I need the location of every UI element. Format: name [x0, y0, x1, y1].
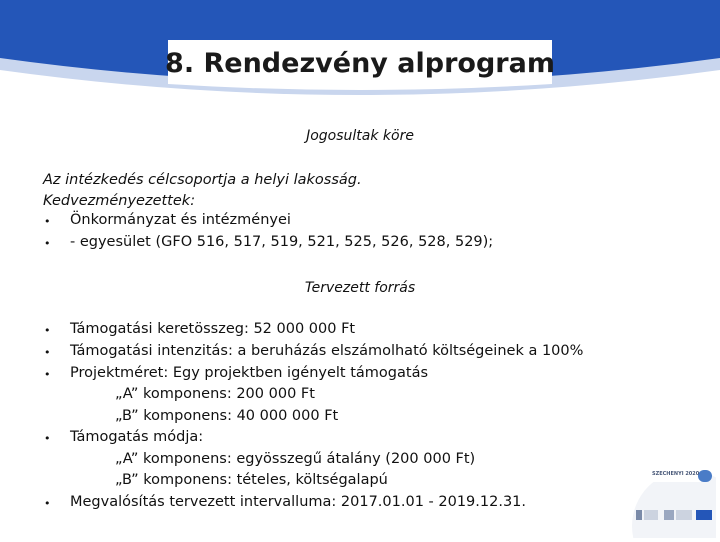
bullet: • [44, 237, 51, 250]
beneficiaries-label: Kedvezményezettek: [43, 193, 196, 209]
funding-item: Megvalósítás tervezett intervalluma: 2017.01.01 - 2019.12.31. [70, 494, 527, 510]
funding-subitem: „B” komponens: 40 000 000 Ft [115, 408, 339, 424]
section-heading-eligibility: Jogosultak köre [306, 128, 414, 144]
funding-item: Projektméret: Egy projektben igényelt támogatás [70, 365, 429, 381]
szechenyi-2020-logo [628, 468, 716, 538]
page-title: 8. Rendezvény alprogram [165, 48, 555, 79]
bullet: • [44, 368, 51, 381]
funding-item: Támogatás módja: [70, 429, 204, 445]
beneficiary-item: - egyesület (GFO 516, 517, 519, 521, 525, 526, 528, 529); [70, 234, 494, 250]
funding-item: Támogatási intenzitás: a beruházás elszámolható költségeinek a 100% [70, 343, 584, 359]
beneficiary-item: Önkormányzat és intézményei [70, 212, 291, 228]
funding-subitem: „A” komponens: 200 000 Ft [115, 386, 315, 402]
section-heading-funding: Tervezett forrás [304, 280, 416, 296]
logo-text: SZECHENYI 2020 [652, 471, 700, 477]
funding-subitem: „B” komponens: tételes, költségalapú [115, 472, 388, 488]
bullet: • [44, 432, 51, 445]
bullet: • [44, 497, 51, 510]
bullet: • [44, 346, 51, 359]
bullet: • [44, 215, 51, 228]
funding-item: Támogatási keretösszeg: 52 000 000 Ft [70, 321, 356, 337]
target-group-text: Az intézkedés célcsoportja a helyi lakosság. [43, 172, 362, 188]
bullet: • [44, 324, 51, 337]
funding-subitem: „A” komponens: egyösszegű átalány (200 000 Ft) [115, 451, 476, 467]
